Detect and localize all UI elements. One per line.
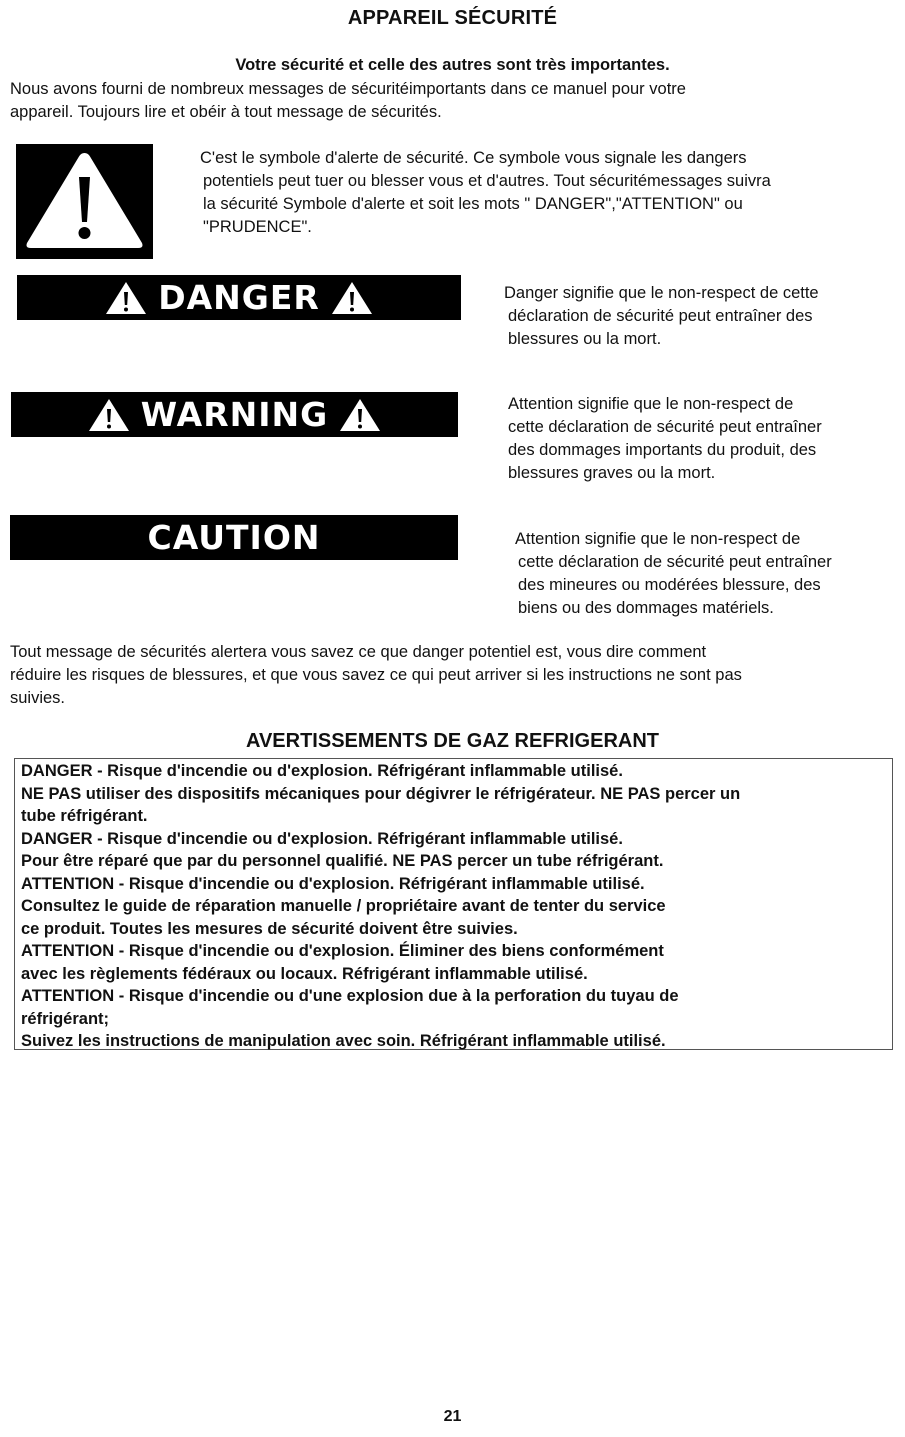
gas-warning-line: ATTENTION - Risque d'incendie ou d'une explosion due à la perforation du tuyau de <box>21 987 679 1005</box>
danger-line: blessures ou la mort. <box>508 330 662 348</box>
caution-line: des mineures ou modérées blessure, des <box>518 576 821 594</box>
gas-warning-line: réfrigérant; <box>21 1009 110 1028</box>
danger-line: déclaration de sécurité peut entraîner des <box>508 307 813 325</box>
page-number: 21 <box>443 1408 462 1425</box>
warning-banner-label: WARNING <box>140 395 329 434</box>
summary-line: Tout message de sécurités alertera vous savez ce que danger potentiel est, vous dire comment <box>10 643 707 661</box>
gas-warning-line: NE PAS utiliser des dispositifs mécaniques pour dégivrer le réfrigérateur. NE PAS percer un <box>21 784 741 803</box>
warning-line: cette déclaration de sécurité peut entraîner <box>508 418 822 436</box>
warning-triangle-icon <box>330 280 374 316</box>
safety-alert-symbol <box>16 144 153 259</box>
warning-line: Attention signifie que le non-respect de <box>508 395 794 413</box>
summary-line: suivies. <box>10 689 66 707</box>
gas-warning-line: DANGER - Risque d'incendie ou d'explosion. Réfrigérant inflammable utilisé. <box>21 762 623 780</box>
intro-line: Nous avons fourni de nombreux messages de sécuritéimportants dans ce manuel pour votre <box>10 80 686 98</box>
summary-line: réduire les risques de blessures, et que vous savez ce qui peut arriver si les instructions ne sont pas <box>10 666 742 684</box>
gas-warning-line: ce produit. Toutes les mesures de sécurité doivent être suivies. <box>21 919 518 938</box>
page-title: APPAREIL SÉCURITÉ <box>347 7 558 29</box>
warning-description <box>508 393 898 485</box>
warning-triangle-icon <box>338 397 382 433</box>
gas-warning-line: Suivez les instructions de manipulation avec soin. Réfrigérant inflammable utilisé. <box>21 1032 666 1050</box>
warning-line: des dommages importants du produit, des <box>508 441 817 459</box>
gas-warning-line: Pour être réparé que par du personnel qualifié. NE PAS percer un tube réfrigérant. <box>21 852 664 870</box>
danger-line: Danger signifie que le non-respect de cette <box>504 284 819 302</box>
caution-line: Attention signifie que le non-respect de <box>515 530 801 548</box>
warning-triangle-icon <box>16 144 153 259</box>
caution-banner <box>10 515 458 560</box>
alert-line: la sécurité Symbole d'alerte et soit les mots " DANGER","ATTENTION" ou <box>203 195 743 213</box>
alert-line: C'est le symbole d'alerte de sécurité. Ce symbole vous signale les dangers <box>200 149 747 167</box>
caution-line: biens ou des dommages matériels. <box>518 599 774 617</box>
gas-warning-line: avec les règlements fédéraux ou locaux. Réfrigérant inflammable utilisé. <box>21 964 588 983</box>
alert-line: "PRUDENCE". <box>203 218 312 236</box>
gas-warning-line: ATTENTION - Risque d'incendie ou d'explosion. Réfrigérant inflammable utilisé. <box>21 874 645 893</box>
alert-line: potentiels peut tuer ou blesser vous et d'autres. Tout sécuritémessages suivra <box>203 172 771 190</box>
summary-paragraph <box>10 641 895 710</box>
warning-triangle-icon <box>87 397 131 433</box>
gas-warnings-box <box>14 758 893 1050</box>
danger-banner-label: DANGER <box>158 278 320 317</box>
caution-line: cette déclaration de sécurité peut entraîner <box>518 553 832 571</box>
danger-description <box>504 282 894 351</box>
gas-warning-line: ATTENTION - Risque d'incendie ou d'explosion. Éliminer des biens conformément <box>21 942 664 960</box>
caution-description <box>515 528 900 620</box>
gas-warning-line: DANGER - Risque d'incendie ou d'explosion. Réfrigérant inflammable utilisé. <box>21 829 623 848</box>
intro-paragraph <box>10 78 686 124</box>
danger-banner <box>17 275 461 320</box>
warning-line: blessures graves ou la mort. <box>508 464 716 482</box>
gas-warning-line: tube réfrigérant. <box>21 807 148 825</box>
warning-banner <box>11 392 458 437</box>
page-subtitle: Votre sécurité et celle des autres sont très importantes. <box>235 56 670 74</box>
warning-triangle-icon <box>104 280 148 316</box>
gas-section-title: AVERTISSEMENTS DE GAZ REFRIGERANT <box>246 730 659 752</box>
caution-banner-label: CAUTION <box>147 518 321 557</box>
gas-warning-line: Consultez le guide de réparation manuelle / propriétaire avant de tenter du service <box>21 897 666 915</box>
intro-line: appareil. Toujours lire et obéir à tout message de sécurités. <box>10 103 442 121</box>
alert-symbol-description <box>200 147 890 239</box>
